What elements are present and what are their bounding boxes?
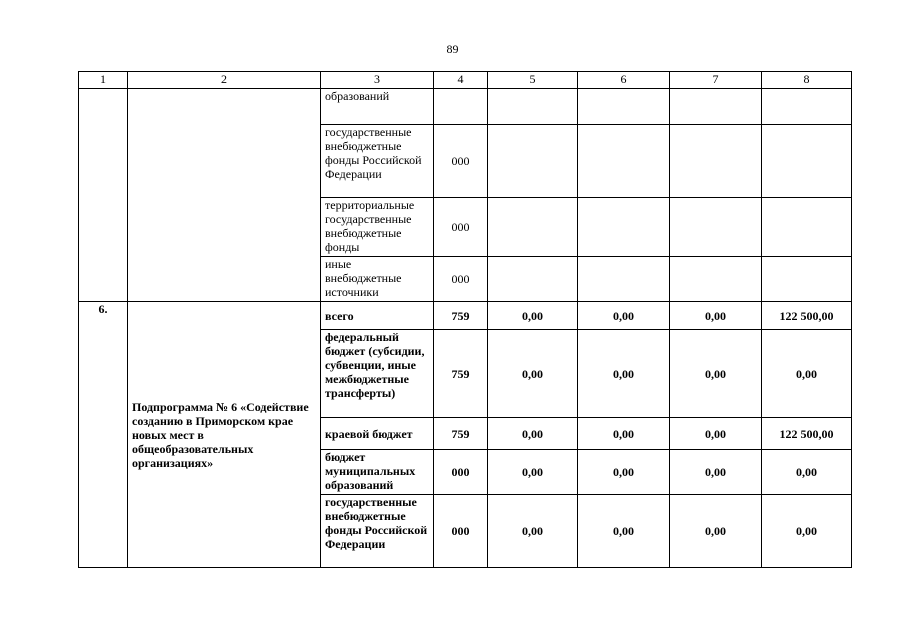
value-cell: 0,00 (670, 450, 762, 495)
header-cell: 1 (79, 72, 128, 89)
value-cell: 0,00 (762, 495, 852, 568)
value-cell: 0,00 (488, 495, 578, 568)
value-cell (578, 257, 670, 302)
code-cell: 759 (434, 302, 488, 330)
source-cell: федеральный бюджет (субсидии, субвенции, иные межбюджетные трансферты) (321, 330, 434, 418)
header-cell: 5 (488, 72, 578, 89)
title-cell-empty (128, 89, 321, 302)
value-cell (762, 89, 852, 125)
value-cell (578, 89, 670, 125)
source-cell: иные внебюджетные источники (321, 257, 434, 302)
source-cell: территориальные государственные внебюджетные фонды (321, 198, 434, 257)
value-cell (762, 257, 852, 302)
value-cell (578, 198, 670, 257)
value-cell: 0,00 (762, 450, 852, 495)
header-cell: 3 (321, 72, 434, 89)
value-cell (488, 125, 578, 198)
source-cell: государственные внебюджетные фонды Российской Федерации (321, 125, 434, 198)
value-cell: 122 500,00 (762, 418, 852, 450)
value-cell: 0,00 (488, 450, 578, 495)
value-cell: 122 500,00 (762, 302, 852, 330)
value-cell (578, 125, 670, 198)
source-cell: образований (321, 89, 434, 125)
code-cell: 000 (434, 495, 488, 568)
code-cell: 759 (434, 418, 488, 450)
value-cell (670, 89, 762, 125)
code-cell (434, 89, 488, 125)
value-cell: 0,00 (488, 302, 578, 330)
value-cell: 0,00 (578, 302, 670, 330)
value-cell: 0,00 (670, 418, 762, 450)
table-row (79, 89, 852, 125)
value-cell: 0,00 (578, 450, 670, 495)
section-title: Подпрограмма № 6 «Содействие созданию в Приморском крае новых мест в общеобразовательных организациях» (128, 302, 321, 568)
code-cell: 759 (434, 330, 488, 418)
header-cell: 2 (128, 72, 321, 89)
header-row (79, 72, 852, 89)
source-cell: краевой бюджет (321, 418, 434, 450)
header-cell: 6 (578, 72, 670, 89)
value-cell (670, 125, 762, 198)
code-cell: 000 (434, 450, 488, 495)
code-cell: 000 (434, 257, 488, 302)
value-cell: 0,00 (488, 418, 578, 450)
value-cell (670, 257, 762, 302)
value-cell: 0,00 (670, 495, 762, 568)
value-cell: 0,00 (670, 302, 762, 330)
value-cell (762, 125, 852, 198)
code-cell: 000 (434, 198, 488, 257)
value-cell: 0,00 (578, 418, 670, 450)
value-cell: 0,00 (762, 330, 852, 418)
value-cell (762, 198, 852, 257)
source-cell: всего (321, 302, 434, 330)
source-cell: государственные внебюджетные фонды Российской Федерации (321, 495, 434, 568)
code-cell: 000 (434, 125, 488, 198)
value-cell: 0,00 (578, 495, 670, 568)
table-row (79, 302, 852, 330)
value-cell (670, 198, 762, 257)
header-cell: 7 (670, 72, 762, 89)
value-cell (488, 198, 578, 257)
index-cell-empty (79, 89, 128, 302)
header-cell: 8 (762, 72, 852, 89)
value-cell: 0,00 (578, 330, 670, 418)
header-cell: 4 (434, 72, 488, 89)
value-cell (488, 89, 578, 125)
page-number: 89 (446, 42, 459, 56)
source-cell: бюджет муниципальных образований (321, 450, 434, 495)
value-cell (488, 257, 578, 302)
budget-table (78, 71, 852, 568)
value-cell: 0,00 (488, 330, 578, 418)
value-cell: 0,00 (670, 330, 762, 418)
section-index: 6. (79, 302, 128, 568)
